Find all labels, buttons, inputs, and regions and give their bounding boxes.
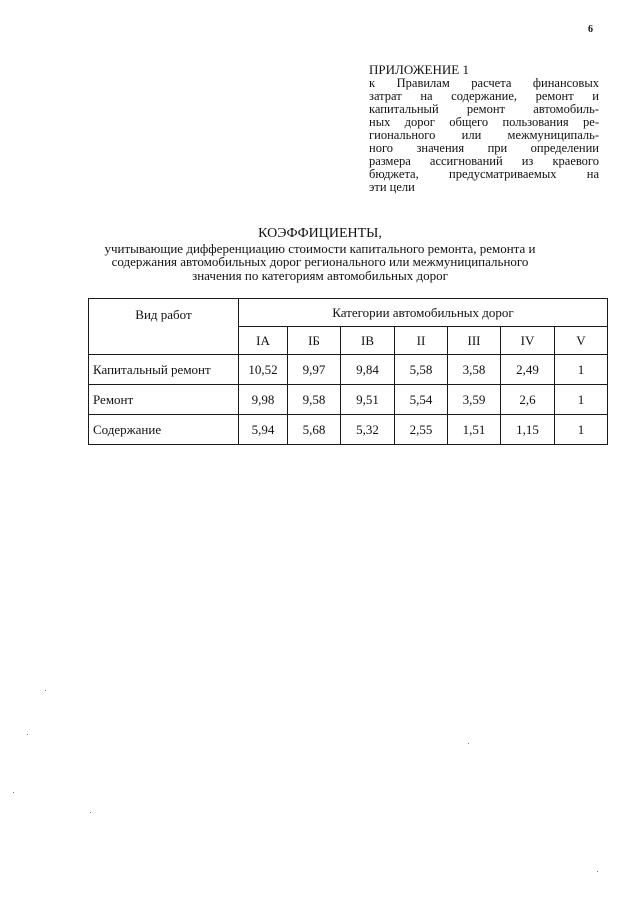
table-cell: 1,51 — [448, 415, 501, 445]
table-cell: 10,52 — [239, 355, 288, 385]
table-row — [89, 355, 608, 385]
table-row — [89, 385, 608, 415]
table-cell: 1 — [555, 355, 608, 385]
category-header: III — [448, 327, 501, 355]
appendix-line: ного значения при определении — [369, 141, 599, 155]
table-cell: 1 — [555, 415, 608, 445]
table-cell: 5,94 — [239, 415, 288, 445]
table-cell: 5,58 — [395, 355, 448, 385]
appendix-line: бюджета, предусматриваемых на — [369, 167, 599, 181]
category-header: IБ — [288, 327, 341, 355]
scan-speck — [27, 734, 28, 735]
page-number: 6 — [588, 24, 593, 35]
table-cell: 5,32 — [341, 415, 395, 445]
appendix-line: гионального или межмуниципаль- — [369, 128, 599, 142]
heading-line: содержания автомобильных дорог регионального или межмуниципального — [111, 254, 529, 269]
heading-line: значения по категориям автомобильных дорог — [192, 267, 448, 283]
table-cell: 1,15 — [501, 415, 555, 445]
table-cell: 2,49 — [501, 355, 555, 385]
coefficients-table — [88, 298, 608, 445]
col-header-work-type: Вид работ — [89, 299, 239, 355]
appendix-title: ПРИЛОЖЕНИЕ 1 — [369, 62, 469, 77]
appendix-line: эти цели — [369, 180, 415, 194]
category-header: II — [395, 327, 448, 355]
appendix-line: затрат на содержание, ремонт и — [369, 89, 599, 103]
table-cell: 9,97 — [288, 355, 341, 385]
table-header-row — [89, 299, 608, 327]
table-cell: 9,58 — [288, 385, 341, 415]
table-cell: 2,55 — [395, 415, 448, 445]
heading-line: учитывающие дифференциацию стоимости капитального ремонта, ремонта и — [104, 240, 536, 256]
table-cell: 5,54 — [395, 385, 448, 415]
appendix-line: капитальный ремонт автомобиль- — [369, 102, 599, 116]
row-label: Содержание — [89, 415, 239, 445]
scan-speck — [13, 792, 14, 793]
scan-speck — [468, 743, 469, 744]
col-header-road-categories: Категории автомобильных дорог — [239, 299, 608, 327]
category-header: IB — [341, 327, 395, 355]
category-header: V — [555, 327, 608, 355]
document-heading — [60, 227, 580, 282]
category-header: IA — [239, 327, 288, 355]
table-cell: 9,84 — [341, 355, 395, 385]
table-row — [89, 415, 608, 445]
table-cell: 3,58 — [448, 355, 501, 385]
table-cell: 1 — [555, 385, 608, 415]
appendix-line: ных дорог общего пользования ре- — [369, 115, 599, 129]
heading-title: КОЭФФИЦИЕНТЫ, — [258, 226, 382, 241]
category-header: IV — [501, 327, 555, 355]
table-cell: 5,68 — [288, 415, 341, 445]
scan-speck — [90, 812, 91, 813]
table-cell: 3,59 — [448, 385, 501, 415]
appendix-line: размера ассигнований из краевого — [369, 154, 599, 168]
table-cell: 2,6 — [501, 385, 555, 415]
scan-speck — [597, 871, 598, 872]
appendix-block — [369, 63, 599, 194]
table-cell: 9,51 — [341, 385, 395, 415]
table-cell: 9,98 — [239, 385, 288, 415]
appendix-line: к Правилам расчета финансовых — [369, 76, 599, 90]
row-label: Ремонт — [89, 385, 239, 415]
scan-speck — [45, 690, 46, 691]
row-label: Капитальный ремонт — [89, 355, 239, 385]
